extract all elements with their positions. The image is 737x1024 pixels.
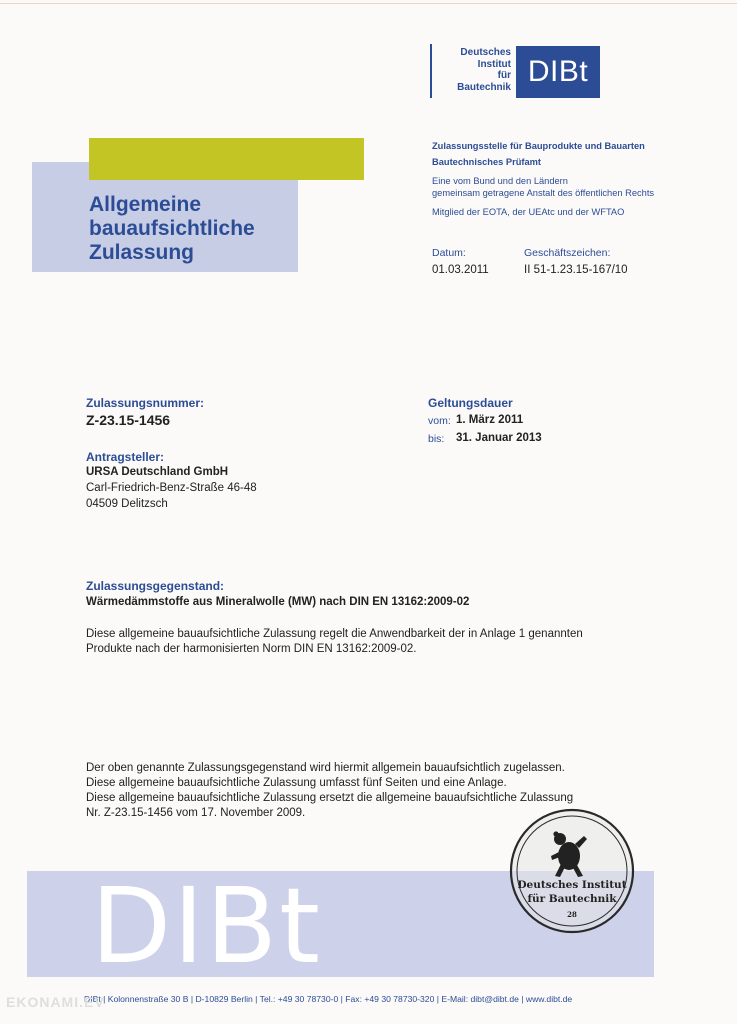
valid-to-date: 31. Januar 2013 — [456, 432, 542, 444]
valid-from-date: 1. März 2011 — [456, 414, 524, 426]
institution-line: Eine vom Bund und den Ländern — [432, 176, 568, 186]
applicant-name: URSA Deutschland GmbH — [86, 466, 229, 478]
applicant-label: Antragsteller: — [86, 450, 165, 464]
logo-line: Institut — [477, 58, 511, 70]
subject-description — [86, 627, 583, 657]
description-line: Produkte nach der harmonisierten Norm DIN EN 13162:2009-02. — [86, 643, 417, 655]
title-line: Zulassung — [89, 241, 195, 264]
stamp-line: Deutsches Institut — [517, 879, 627, 891]
document-title — [89, 193, 255, 265]
institution-line: Zulassungsstelle für Bauprodukte und Bauarten — [432, 141, 645, 151]
closing-line: Nr. Z-23.15-1456 vom 17. November 2009. — [86, 807, 306, 819]
applicant-city: 04509 Delitzsch — [86, 498, 168, 510]
subject-value: Wärmedämmstoffe aus Mineralwolle (MW) nach DIN EN 13162:2009-02 — [86, 596, 470, 608]
reference-label: Geschäftszeichen: — [524, 247, 611, 259]
logo-divider — [430, 44, 432, 98]
closing-line: Diese allgemeine bauaufsichtliche Zulassung ersetzt die allgemeine bauaufsichtliche Zulassung — [86, 792, 574, 804]
logo-wordmark — [436, 47, 511, 93]
validity-label: Geltungsdauer — [428, 396, 513, 410]
official-seal — [509, 808, 635, 934]
stamp-number: 28 — [567, 910, 577, 919]
valid-to-label: bis: — [428, 433, 445, 445]
subject-label: Zulassungsgegenstand: — [86, 579, 225, 593]
valid-from-label: vom: — [428, 415, 451, 427]
top-rule — [0, 3, 737, 4]
closing-line: Der oben genannte Zulassungsgegenstand wird hiermit allgemein bauaufsichtlich zugelassen. — [86, 762, 565, 774]
closing-paragraph — [86, 761, 573, 821]
reference-value: II 51-1.23.15-167/10 — [524, 264, 628, 276]
applicant-street: Carl-Friedrich-Benz-Straße 46-48 — [86, 482, 257, 494]
institution-line: Bautechnisches Prüfamt — [432, 157, 542, 167]
title-line: bauaufsichtliche — [89, 217, 255, 240]
logo-line: Bautechnik — [457, 81, 511, 93]
description-line: Diese allgemeine bauaufsichtliche Zulassung regelt die Anwendbarkeit der in Anlage 1 genannten — [86, 628, 583, 640]
institution-line: gemeinsam getragene Anstalt des öffentlichen Rechts — [432, 188, 655, 198]
date-label: Datum: — [432, 247, 466, 259]
footer-address: DIBt | Kolonnenstraße 30 B | D-10829 Berlin | Tel.: +49 30 78730-0 | Fax: +49 30 78730-320 | E-Mail: dibt@dibt.de | www.dibt.de — [84, 994, 573, 1004]
title-accent-bar — [89, 138, 364, 180]
approval-number: Z-23.15-1456 — [86, 412, 171, 428]
title-line: Allgemeine — [89, 193, 202, 216]
date-value: 01.03.2011 — [432, 264, 489, 276]
stamp-line: für Bautechnik — [527, 893, 617, 905]
approval-number-label: Zulassungsnummer: — [86, 396, 205, 410]
corner-watermark: EKONAMI.EV — [6, 994, 105, 1010]
logo-line: für — [497, 70, 511, 81]
closing-line: Diese allgemeine bauaufsichtliche Zulassung umfasst fünf Seiten und eine Anlage. — [86, 777, 507, 789]
dibt-logo: DIBt — [516, 46, 600, 98]
dibt-watermark: DIBt — [91, 871, 322, 977]
institution-line: Mitglied der EOTA, der UEAtc und der WFTAO — [432, 207, 625, 217]
logo-line: Deutsches — [460, 47, 511, 58]
